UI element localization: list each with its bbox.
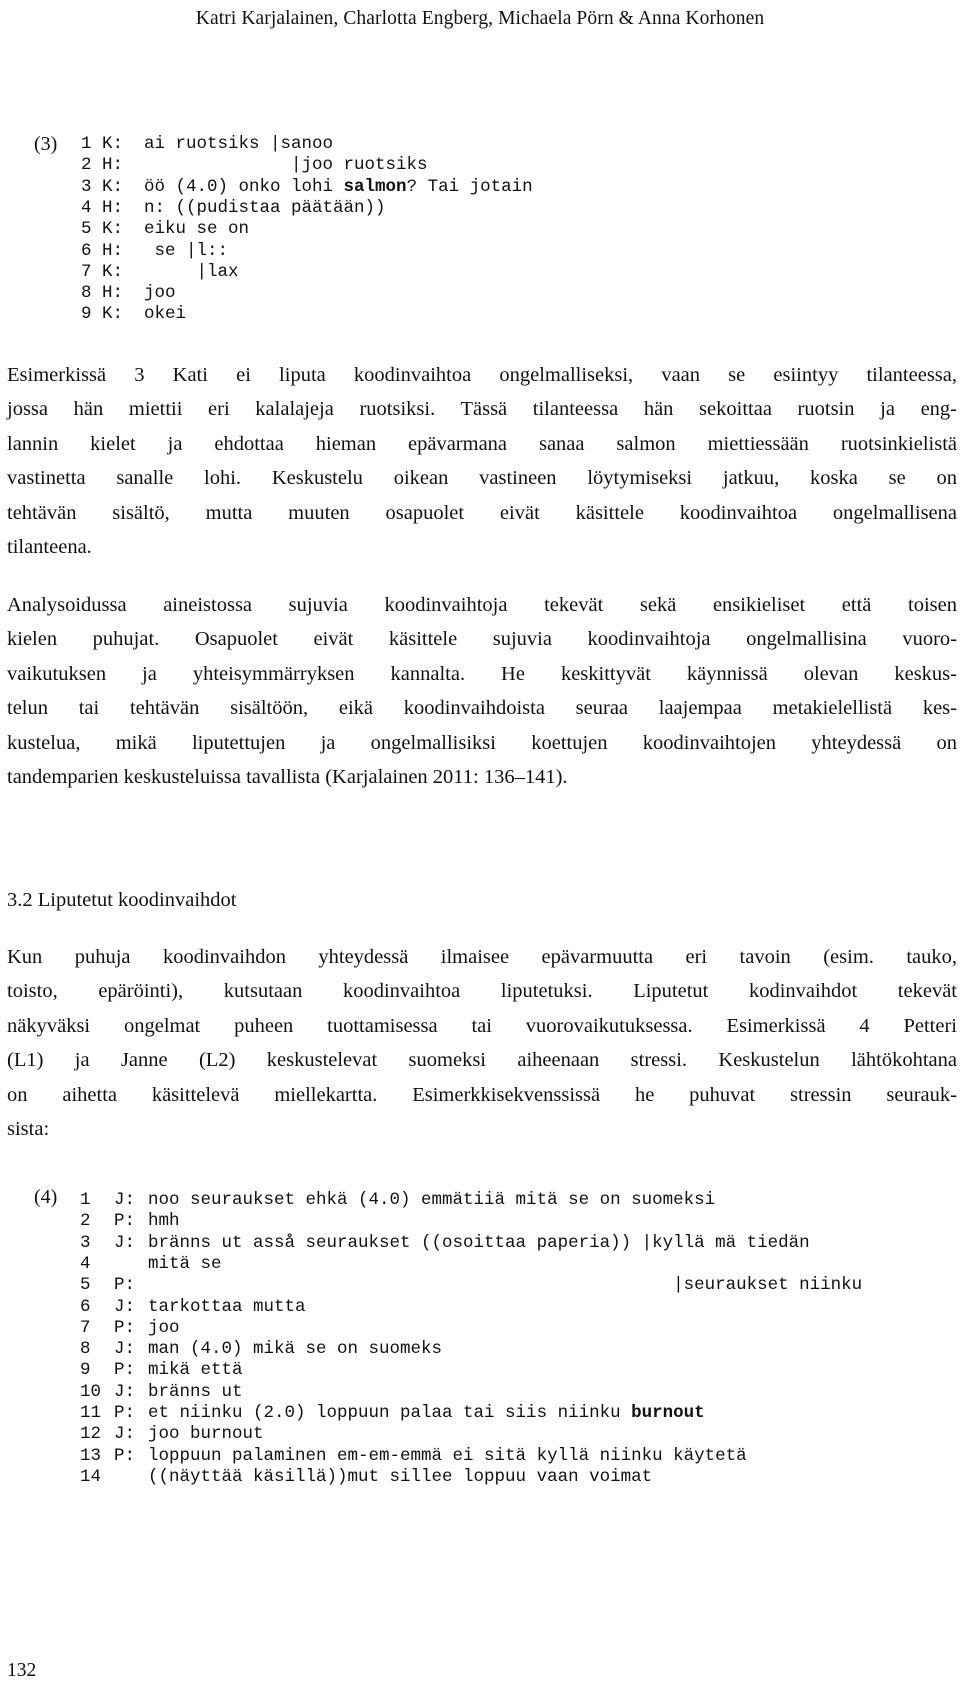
speaker: K: xyxy=(102,304,124,325)
paragraph-line: vaikutuksen ja yhteisymmärryksen kannalta. He keskittyvät käynnissä olevan keskus- xyxy=(7,662,957,685)
paragraph-line: lannin kielet ja ehdottaa hieman epävarmana sanaa salmon miettiessään ruotsinkielistä xyxy=(7,432,957,455)
line-number: 14 xyxy=(80,1466,102,1487)
line-number: 2 xyxy=(81,155,92,176)
utterance: tarkottaa mutta xyxy=(148,1296,306,1317)
speaker: P: xyxy=(114,1211,136,1232)
transcript-line xyxy=(81,303,186,325)
speaker: H: xyxy=(102,197,124,218)
line-number: 1 xyxy=(81,134,92,154)
line-number: 10 xyxy=(80,1381,102,1402)
line-number: 5 xyxy=(80,1275,91,1296)
transcript-line xyxy=(80,1317,180,1339)
transcript-line xyxy=(81,176,533,198)
line-number: 12 xyxy=(80,1424,102,1445)
transcript-line xyxy=(81,197,386,219)
utterance: n: ((pudistaa päätään)) xyxy=(144,197,386,218)
transcript-line xyxy=(80,1381,243,1403)
speaker: K: xyxy=(102,219,124,240)
speaker: H: xyxy=(102,283,124,304)
line-number: 8 xyxy=(80,1339,91,1360)
speaker: P: xyxy=(114,1317,136,1338)
utterance: mitä se xyxy=(148,1253,222,1274)
paragraph-line: tehtävän sisältö, mutta muuten osapuolet eivät käsittele koodinvaihtoa ongelmallisena xyxy=(7,501,957,524)
speaker: H: xyxy=(102,240,124,261)
example-3-label: (3) xyxy=(34,133,58,155)
transcript-line xyxy=(81,133,333,155)
paragraph-line: tilanteena. xyxy=(7,536,92,559)
paragraph-line: vastinetta sanalle lohi. Keskustelu oikean vastineen löytymiseksi jatkuu, koska se on xyxy=(7,467,957,490)
paragraph-line: Esimerkissä 3 Kati ei liputa koodinvaihtoa ongelmalliseksi, vaan se esiintyy tilanteessa, xyxy=(7,364,957,386)
emphasized-word: salmon xyxy=(343,176,407,197)
transcript-line xyxy=(81,240,228,262)
utterance: bränns ut xyxy=(148,1381,243,1402)
utterance: joo xyxy=(148,1317,180,1338)
line-number: 9 xyxy=(80,1360,91,1381)
paragraph-line: kustelua, mikä liputettujen ja ongelmallisiksi koettujen koodinvaihtojen yhteydessä on xyxy=(7,731,957,754)
speaker: P: xyxy=(114,1445,136,1466)
paragraph-line: (L1) ja Janne (L2) keskustelevat suomeksi aiheenaan stressi. Keskustelun lähtökohtana xyxy=(7,1049,957,1072)
line-number: 7 xyxy=(81,261,92,282)
speaker: J: xyxy=(114,1381,136,1402)
paragraph-line: kielen puhujat. Osapuolet eivät käsittele sujuvia koodinvaihtoja ongelmallisina vuoro- xyxy=(7,628,957,651)
speaker: P: xyxy=(114,1360,136,1381)
transcript-line xyxy=(80,1445,747,1467)
transcript-line xyxy=(80,1274,862,1296)
paragraph-line: telun tai tehtävän sisältöön, eikä koodinvaihdoista seuraa laajempaa metakielellistä kes- xyxy=(7,697,957,720)
line-number: 3 xyxy=(81,176,92,197)
line-number: 5 xyxy=(81,219,92,240)
paragraph-line: näkyväksi ongelmat puheen tuottamisessa tai vuorovaikutuksessa. Esimerkissä 4 Petteri xyxy=(7,1014,957,1037)
line-number: 11 xyxy=(80,1403,102,1423)
utterance: et niinku (2.0) loppuun palaa tai siis niinku burnout xyxy=(148,1403,705,1423)
example-4-label: (4) xyxy=(34,1186,58,1208)
speaker: K: xyxy=(102,134,124,154)
utterance: bränns ut asså seuraukset ((osoittaa paperia)) |kyllä mä tiedän xyxy=(148,1232,810,1253)
speaker: K: xyxy=(102,176,124,197)
utterance: |seuraukset niinku xyxy=(148,1275,863,1296)
utterance: noo seuraukset ehkä (4.0) emmätiiä mitä se on suomeksi xyxy=(148,1190,716,1210)
paragraph-line: tandemparien keskusteluissa tavallista (Karjalainen 2011: 136–141). xyxy=(7,766,568,789)
line-number: 1 xyxy=(80,1190,91,1210)
emphasized-word: burnout xyxy=(631,1403,705,1423)
line-number: 2 xyxy=(80,1211,91,1232)
utterance: ai ruotsiks |sanoo xyxy=(144,134,334,154)
transcript-line xyxy=(81,218,249,240)
transcript-line xyxy=(80,1359,243,1381)
paragraph-2 xyxy=(7,588,957,794)
utterance: joo burnout xyxy=(148,1424,264,1445)
speaker: H: xyxy=(102,155,124,176)
transcript-line xyxy=(80,1232,810,1254)
line-number: 3 xyxy=(80,1232,91,1253)
transcript-line xyxy=(80,1296,306,1318)
paragraph-line: toisto, epäröinti), kutsutaan koodinvaihtoa liputetuksi. Liputetut kodinvaihdot tekevät xyxy=(7,980,957,1003)
line-number: 4 xyxy=(81,197,92,218)
speaker: K: xyxy=(102,261,124,282)
transcript-line xyxy=(80,1189,715,1211)
utterance: joo xyxy=(144,283,176,304)
paragraph-1 xyxy=(7,358,957,564)
transcript-line xyxy=(81,261,239,283)
line-number: 6 xyxy=(80,1296,91,1317)
transcript-line xyxy=(80,1423,264,1445)
utterance: loppuun palaminen em-em-emmä ei sitä kyllä niinku käytetä xyxy=(148,1445,747,1466)
paragraph-line: jossa hän miettii eri kalalajeja ruotsiksi. Tässä tilanteessa hän sekoittaa ruotsin ja eng- xyxy=(7,398,957,421)
line-number: 4 xyxy=(80,1253,91,1274)
utterance: hmh xyxy=(148,1211,180,1232)
paragraph-line: Kun puhuja koodinvaihdon yhteydessä ilmaisee epävarmuutta eri tavoin (esim. tauko, xyxy=(7,946,957,968)
utterance: ((näyttää käsillä))mut sillee loppuu vaan voimat xyxy=(148,1466,653,1487)
paragraph-3 xyxy=(7,940,957,1146)
speaker: J: xyxy=(114,1296,136,1317)
line-number: 8 xyxy=(81,283,92,304)
transcript-line xyxy=(81,154,428,176)
transcript-line xyxy=(80,1466,652,1488)
line-number: 13 xyxy=(80,1445,102,1466)
speaker: P: xyxy=(114,1403,136,1423)
paragraph-line: sista: xyxy=(7,1118,50,1141)
transcript-line xyxy=(81,282,176,304)
line-number: 9 xyxy=(81,304,92,325)
utterance: man (4.0) mikä se on suomeks xyxy=(148,1339,443,1360)
speaker: J: xyxy=(114,1339,136,1360)
utterance: eiku se on xyxy=(144,219,250,240)
line-number: 6 xyxy=(81,240,92,261)
utterance: okei xyxy=(144,304,187,325)
paragraph-line: Analysoidussa aineistossa sujuvia koodinvaihtoja tekevät sekä ensikieliset että toisen xyxy=(7,594,957,616)
speaker: J: xyxy=(114,1190,136,1210)
speaker: P: xyxy=(114,1275,136,1296)
line-number: 7 xyxy=(80,1317,91,1338)
transcript-line xyxy=(80,1338,442,1360)
utterance: |lax xyxy=(144,261,239,282)
running-head: Katri Karjalainen, Charlotta Engberg, Michaela Pörn & Anna Korhonen xyxy=(195,8,765,29)
utterance: se |l:: xyxy=(144,240,229,261)
section-heading: 3.2 Liputetut koodinvaihdot xyxy=(7,889,237,911)
transcript-line xyxy=(80,1402,705,1424)
speaker: J: xyxy=(114,1424,136,1445)
utterance: öö (4.0) onko lohi salmon? Tai jotain xyxy=(144,176,533,197)
speaker: J: xyxy=(114,1232,136,1253)
page-number: 132 xyxy=(7,1660,37,1681)
transcript-line xyxy=(80,1253,222,1275)
transcript-line xyxy=(80,1210,180,1232)
paragraph-line: on aihetta käsittelevä miellekartta. Esimerkkisekvenssissä he puhuvat stressin seurauk- xyxy=(7,1083,957,1106)
utterance: mikä että xyxy=(148,1360,243,1381)
utterance: |joo ruotsiks xyxy=(144,155,428,176)
